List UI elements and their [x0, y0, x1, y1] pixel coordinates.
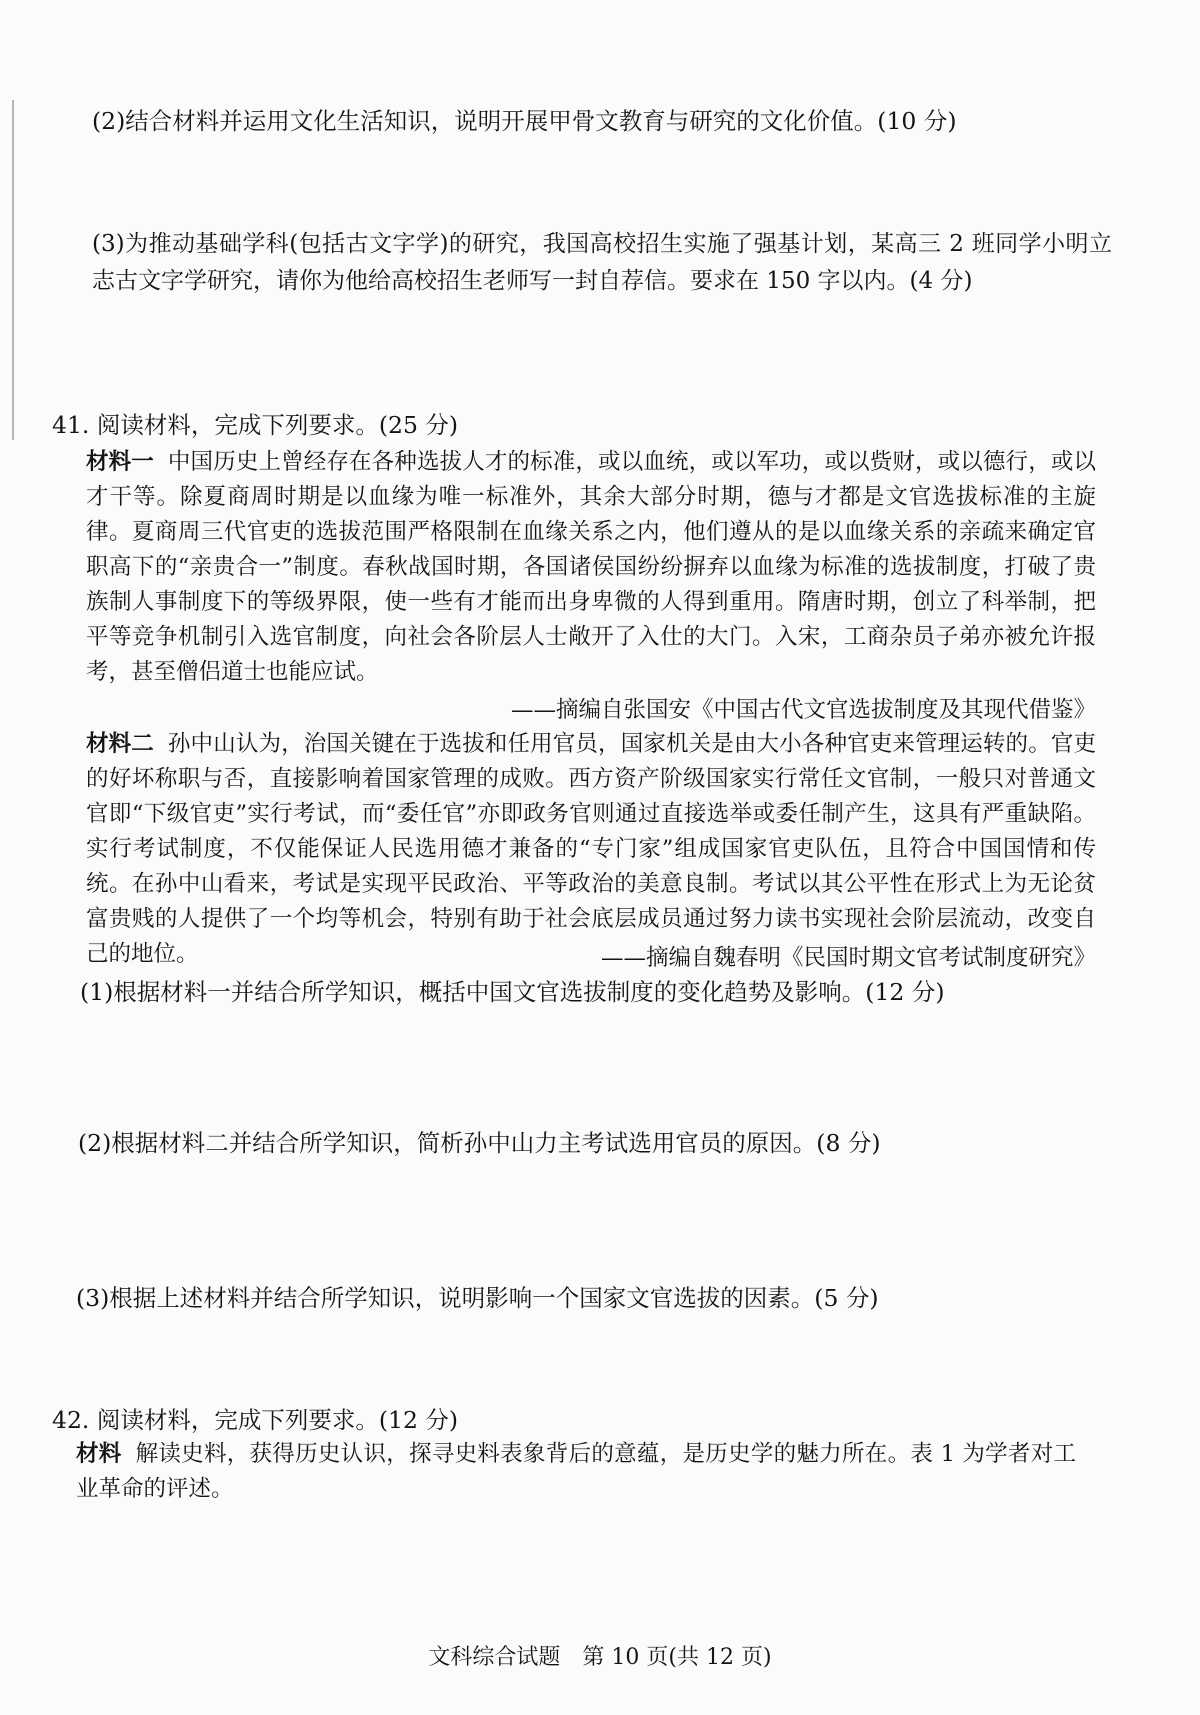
q41-material2 — [86, 727, 1096, 972]
material2-label: 材料二 — [86, 731, 154, 757]
q42-title: 42. 阅读材料，完成下列要求。(12 分) — [52, 1406, 459, 1434]
page-footer: 文科综合试题 第 10 页(共 12 页) — [428, 1645, 772, 1670]
q42-material — [76, 1437, 1076, 1507]
q40-sub2: (2)结合材料并运用文化生活知识，说明开展甲骨文教育与研究的文化价值。(10 分) — [92, 107, 957, 135]
q42-material-text: 解读史料，获得历史认识，探寻史料表象背后的意蕴，是历史学的魅力所在。表 1 为学者对工业革命的评述。 — [76, 1441, 1076, 1502]
scan-edge-mark — [12, 100, 14, 440]
material2-source: ——摘编自魏春明《民国时期文官考试制度研究》 — [600, 945, 1096, 971]
material1-label: 材料一 — [86, 449, 154, 475]
q41-title: 41. 阅读材料，完成下列要求。(25 分) — [52, 411, 459, 439]
material2-text: 孙中山认为，治国关键在于选拔和任用官员，国家机关是由大小各种官吏来管理运转的。官吏的好坏称职与否，直接影响着国家管理的成败。西方资产阶级国家实行常任文官制，一般只对普通文官即“下级官吏”实行考试，而“委任官”亦即政务官则通过直接选举或委任制产生，这具有严重缺陷。实行考试制度，不仅能保证人民选用德才兼备的“专门家”组成国家官吏队伍，且符合中国国情和传统。在孙中山看来，考试是实现平民政治、平等政治的美意良制。考试以其公平性在形式上为无论贫富贵贱的人提供了一个均等机会，特别有助于社会底层成员通过努力读书实现社会阶层流动，改变自己的地位。 — [86, 731, 1096, 967]
q41-sub2: (2)根据材料二并结合所学知识，简析孙中山力主考试选用官员的原因。(8 分) — [78, 1129, 881, 1157]
q41-sub1: (1)根据材料一并结合所学知识，概括中国文官选拔制度的变化趋势及影响。(12 分) — [80, 978, 945, 1006]
q42-material-label: 材料 — [76, 1441, 122, 1467]
q41-material1 — [86, 445, 1096, 690]
q41-sub3: (3)根据上述材料并结合所学知识，说明影响一个国家文官选拔的因素。(5 分) — [76, 1284, 879, 1312]
material1-source: ——摘编自张国安《中国古代文官选拔制度及其现代借鉴》 — [510, 697, 1096, 723]
material1-text: 中国历史上曾经存在各种选拔人才的标准，或以血统，或以军功，或以赀财，或以德行，或以才干等。除夏商周时期是以血缘为唯一标准外，其余大部分时期，德与才都是文官选拔标准的主旋律。夏商周三代官吏的选拔范围严格限制在血缘关系之内，他们遵从的是以血缘关系的亲疏来确定官职高下的“亲贵合一”制度。春秋战国时期，各国诸侯国纷纷摒弃以血缘为标准的选拔制度，打破了贵族制人事制度下的等级界限，使一些有才能而出身卑微的人得到重用。隋唐时期，创立了科举制，把平等竞争机制引入选官制度，向社会各阶层人士敞开了入仕的大门。入宋，工商杂员子弟亦被允许报考，甚至僧侣道士也能应试。 — [86, 449, 1096, 685]
q40-sub3: (3)为推动基础学科(包括古文字学)的研究，我国高校招生实施了强基计划，某高三 2 班同学小明立志古文字学研究，请你为他给高校招生老师写一封自荐信。要求在 150 字以内。(4 分) — [92, 231, 1112, 294]
